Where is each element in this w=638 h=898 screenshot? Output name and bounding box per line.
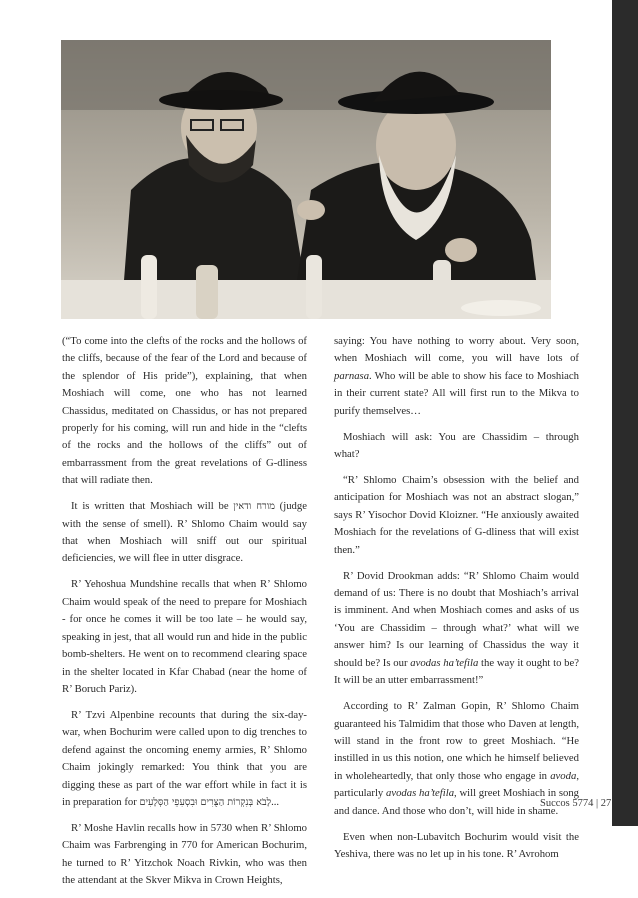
page-footer: Succos 5774 | 27 — [540, 798, 612, 809]
archival-photograph-icon — [61, 40, 551, 319]
right-paragraph-5-text: According to R’ Zalman Gopin, R’ Shlomo Chaim guaranteed his Talmidim that those who Daven at length, will stand in the front row to greet Moshiach. “He instilled in us this notion, one which he himself believed in wholeheartedly, that only those who engage in — [334, 700, 579, 782]
right-paragraph-4-text: R’ Dovid Drookman adds: “R’ Shlomo Chaim would demand of us: There is no doubt that Moshiach’s arrival is imminent. And when Moshiach comes and asks of us ‘You are Chassidim – through what?’ what will we answer him? Is our learning of Chassidus the way it should be? Is our — [334, 569, 579, 669]
left-paragraph-1: (“To come into the clefts of the rocks and the hollows of the cliffs, because of the fear of the Lord and because of the splendor of His pride”), explaining, that when Moshiach will come, one who has not learned Chassidus, meditated on Chassidus, or has not prepared properly for his coming, will run and hide in the “clefts of the rocks and the hollows of the cliffs” out of embarrassment from the great revelations of G-dliness that will radiate then. — [62, 335, 307, 487]
left-paragraph-4-text-end: ... — [271, 795, 280, 808]
right-paragraph-1-text-end: . Who will be able to show his face to Moshiach in their current state? All will first run to the Mikva to purify themselves… — [334, 369, 579, 417]
left-paragraph-3: R’ Yehoshua Mundshine recalls that when R’ Shlomo Chaim would speak of the need to prepare for Moshiach - for once he comes it will be too late – he would say, speaking in jest, that all would run and hide in the public bomb-shelters. He went on to recommend clearing space in the shelter located in Kfar Chabad (near the home of R’ Boruch Pariz). — [62, 578, 307, 695]
italic-term: avodas ha’tefila — [410, 656, 479, 669]
right-paragraph-1 — [334, 333, 579, 420]
left-column — [62, 333, 307, 898]
right-paragraph-5-text-end: , will greet Moshiach in song and dance. And those who don’t, will hide in shame. — [334, 787, 580, 817]
archival-photo — [61, 40, 551, 319]
right-paragraph-6: Even when non-Lubavitch Bochurim would visit the Yeshiva, there was no let up in his tone. R’ Avrohom — [334, 830, 579, 860]
left-paragraph-2-text: It is written that Moshiach will be — [71, 500, 234, 513]
left-paragraph-2-text-end: (judge with the sense of smell). R’ Shlomo Chaim would say that when Moshiach will sniff out our spiritual deficiencies, we will flee in utter disgrace. — [62, 500, 307, 565]
right-column — [334, 333, 579, 872]
right-paragraph-4-text-end: the way it ought to be? It will be an utter embarrassment!” — [334, 656, 579, 687]
left-paragraph-4-text: R’ Tzvi Alpenbine recounts that during the six-day-war, when Bochurim were called upon to dig trenches to defend against the oncoming enemy armies, R’ Shlomo Chaim jokingly remarked: You think that you are digging these as part of the war effort while in fact it is in preparation for — [62, 708, 307, 808]
italic-term: avoda — [550, 769, 577, 782]
page-edge-tab — [612, 0, 638, 826]
italic-term: parnasa — [334, 369, 370, 382]
right-paragraph-1-text: saying: You have nothing to worry about. Very soon, when Moshiach will come, you will have lots of — [334, 335, 579, 365]
italic-term: avodas ha’tefila — [386, 787, 455, 800]
left-paragraph-5: R’ Moshe Havlin recalls how in 5730 when R’ Shlomo Chaim was Farbrenging in 770 for American Bochurim, he turned to R’ Yitzchok Noach Rivkin, who was then the attendant at the Skver Mikva in Crown Heights, — [62, 821, 307, 887]
hebrew-verse: לָבֹא בְּנִקְרוֹת הַצֻּרִים וּבִסְעִפֵי הַסְּלָעִים — [139, 796, 272, 808]
right-paragraph-4 — [334, 568, 579, 690]
hebrew-phrase: מורח ודאין — [233, 501, 275, 513]
right-paragraph-5-text-mid: , particularly — [334, 769, 579, 800]
right-paragraph-3: “R’ Shlomo Chaim’s obsession with the belief and anticipation for Moshiach was not an abstract slogan,” says R’ Yisochor Dovid Kloizner. “He anxiously awaited Moshiach for the revelations of G-dliness that will exist then.” — [334, 474, 579, 556]
left-paragraph-4 — [62, 707, 307, 811]
left-paragraph-2 — [62, 498, 307, 568]
right-paragraph-2: Moshiach will ask: You are Chassidim – through what? — [334, 430, 579, 461]
